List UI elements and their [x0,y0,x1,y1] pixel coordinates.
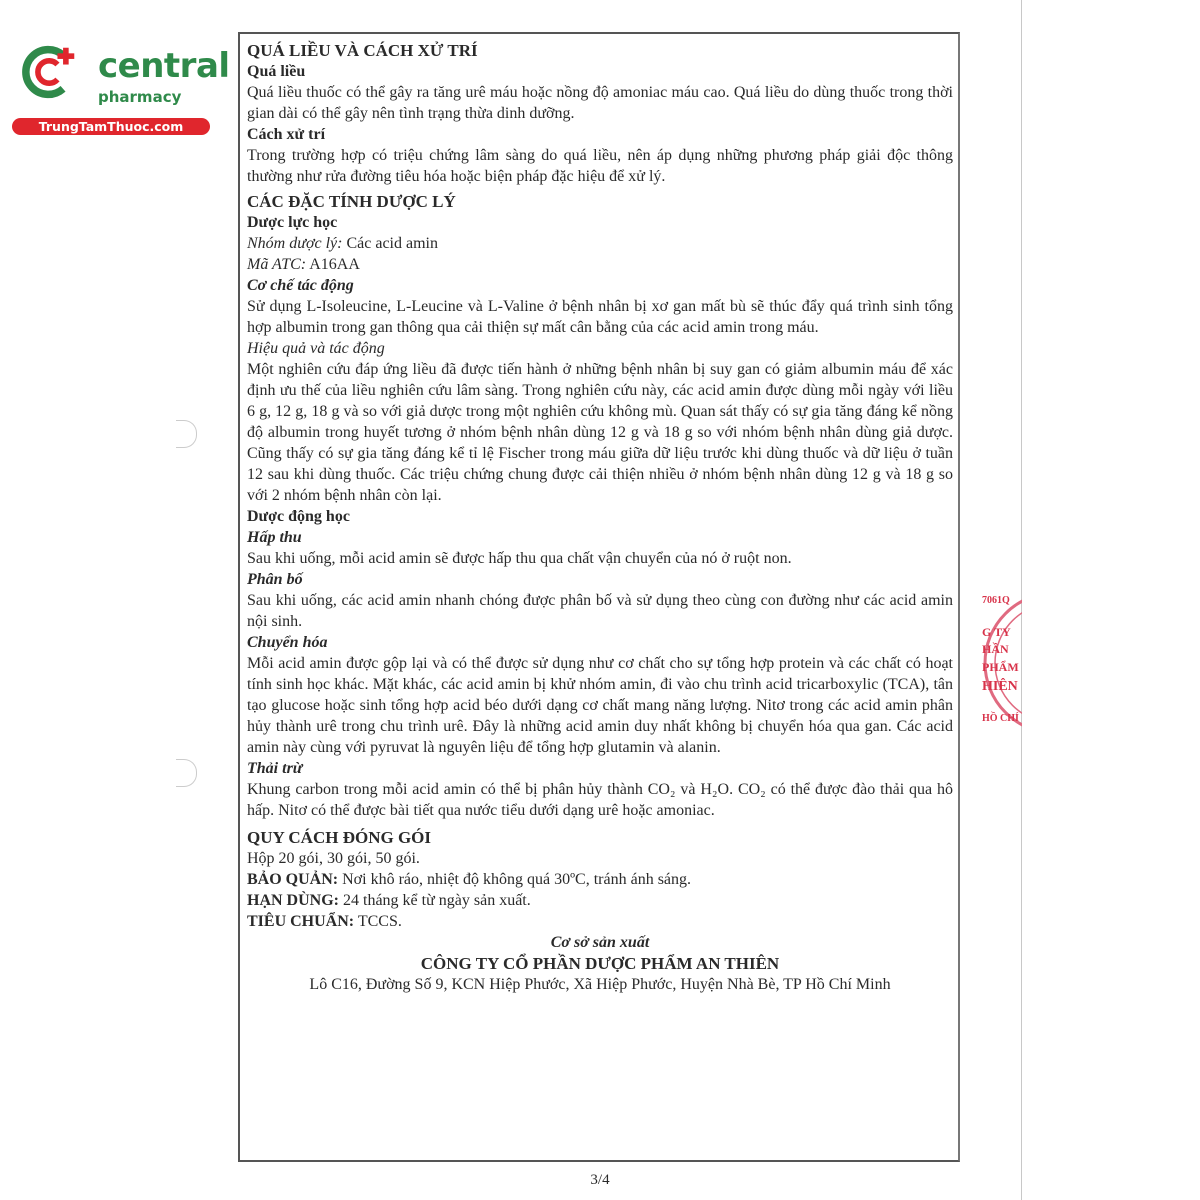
distribution-subheading: Phân bố [247,571,303,588]
punch-hole [176,420,197,448]
pharmacological-group: Nhóm dược lý: Các acid amin [247,235,438,252]
pharmacokinetics-subheading: Dược động học [247,508,350,525]
absorption-text: Sau khi uống, mỗi acid amin sẽ được hấp thu qua chất vận chuyển của nó ở ruột non. [247,550,792,567]
pharmacodynamics-subheading: Dược lực học [247,214,338,231]
mechanism-text: Sử dụng L-Isoleucine, L-Leucine và L-Valine ở bệnh nhân bị xơ gan mất bù sẽ thúc đẩy quá trình sinh tổng hợp albumin trong gan thông qua cải thiện sự mất cân bằng của các acid amin trong máu. [247,298,953,336]
overdose-heading: QUÁ LIỀU VÀ CÁCH XỬ TRÍ [247,41,478,60]
pharmacology-heading: CÁC ĐẶC TÍNH DƯỢC LÝ [247,192,456,211]
storage: BẢO QUẢN: Nơi khô ráo, nhiệt độ không quá 30ºC, tránh ánh sáng. [247,871,692,888]
manufacturer-name: CÔNG TY CỔ PHẦN DƯỢC PHẨM AN THIÊN [420,954,780,973]
logo-mark-icon [22,44,78,100]
treatment-subheading: Cách xử trí [247,126,326,143]
metabolism-text: Mỗi acid amin được gộp lại và có thể được sử dụng như cơ chất cho sự tổng hợp protein và các chất có hoạt tính sinh học khác. Mặt khác, các acid amin bị khử nhóm amin, đi vào chu trình acid tricarboxylic (TCA), tân tạo glucose hoặc sinh tổng hợp acid béo dưới dạng cơ chất mang năng lượng. Nitơ trong các acid amin phân hủy thành urê trong chu trình urê. Đây là những acid amin duy nhất không bị chuyển hóa qua gan. Các acid amin này cùng với pyruvat là nguyên liệu để tổng hợp glutamin và alanin. [247,655,953,756]
metabolism-subheading: Chuyển hóa [247,634,328,651]
overdose-text: Quá liều thuốc có thể gây ra tăng urê máu hoặc nồng độ amoniac máu cao. Quá liều do dùng thuốc trong thời gian dài có thể gây nên tình trạng thừa dinh dưỡng. [247,84,953,122]
manufacturer-address: Lô C16, Đường Số 9, KCN Hiệp Phước, Xã Hiệp Phước, Huyện Nhà Bè, TP Hồ Chí Minh [309,976,891,993]
document-body [247,40,953,995]
efficacy-text: Một nghiên cứu đáp ứng liều đã được tiến hành ở những bệnh nhân bị suy gan có giảm albumin máu để xác định ưu thế của liều nghiên cứu lâm sàng. Trong nghiên cứu này, các acid amin được dùng mỗi ngày với liều 6 g, 12 g, 18 g và so với giả dược trong một nghiên cứu không mù. Quan sát thấy có sự gia tăng đáng kể nồng độ albumin trong huyết tương ở nhóm bệnh nhân dùng 12 g và 18 g so với nhóm bệnh nhân dùng giả dược. Cũng thấy có sự gia tăng đáng kể tỉ lệ Fischer trong máu giữa dữ liệu trước khi dùng thuốc và dữ liệu ở tuần 12 sau khi dùng thuốc. Các triệu chứng chung được cải thiện nhiều ở nhóm bệnh nhân dùng 12 g và 18 g so với 2 nhóm bệnh nhân còn lại. [247,361,953,504]
packaging-heading: QUY CÁCH ĐÓNG GÓI [247,828,432,847]
elimination-text: Khung carbon trong mỗi acid amin có thể bị phân hủy thành CO₂ và H₂O. CO₂ có thể được đào thải qua hô hấp. Nitơ có thể được bài tiết qua nước tiểu dưới dạng urê hoặc amoniac. [247,781,953,819]
logo-brand: central [98,46,230,86]
punch-hole [176,759,197,787]
mechanism-subheading: Cơ chế tác động [247,277,354,294]
logo-sub: pharmacy [98,88,182,106]
logo-site: TrungTamThuoc.com [12,118,210,135]
expiry: HẠN DÙNG: 24 tháng kể từ ngày sản xuất. [247,892,531,909]
packaging-text: Hộp 20 gói, 30 gói, 50 gói. [247,850,420,867]
elimination-subheading: Thải trừ [247,760,303,777]
manufacturer-label: Cơ sở sản xuất [550,934,650,951]
efficacy-subheading: Hiệu quả và tác động [247,340,385,357]
page-number: 3/4 [590,1172,610,1188]
distribution-text: Sau khi uống, các acid amin nhanh chóng được phân bố và sử dụng theo cùng con đường như các acid amin nội sinh. [247,592,953,630]
atc-code: Mã ATC: A16AA [247,256,360,273]
treatment-text: Trong trường hợp có triệu chứng lâm sàng do quá liều, nên áp dụng những phương pháp giải độc thông thường như rửa đường tiêu hóa hoặc biện pháp đặc hiệu để xử lý. [247,147,953,185]
standard: TIÊU CHUẨN: TCCS. [247,913,402,930]
company-stamp: 7061Q G TY HẦN PHẨM HIÊN HỒ CHÍ [980,585,1022,740]
absorption-subheading: Hấp thu [247,529,302,546]
overdose-subheading: Quá liều [247,63,306,80]
central-pharmacy-logo [10,38,230,138]
